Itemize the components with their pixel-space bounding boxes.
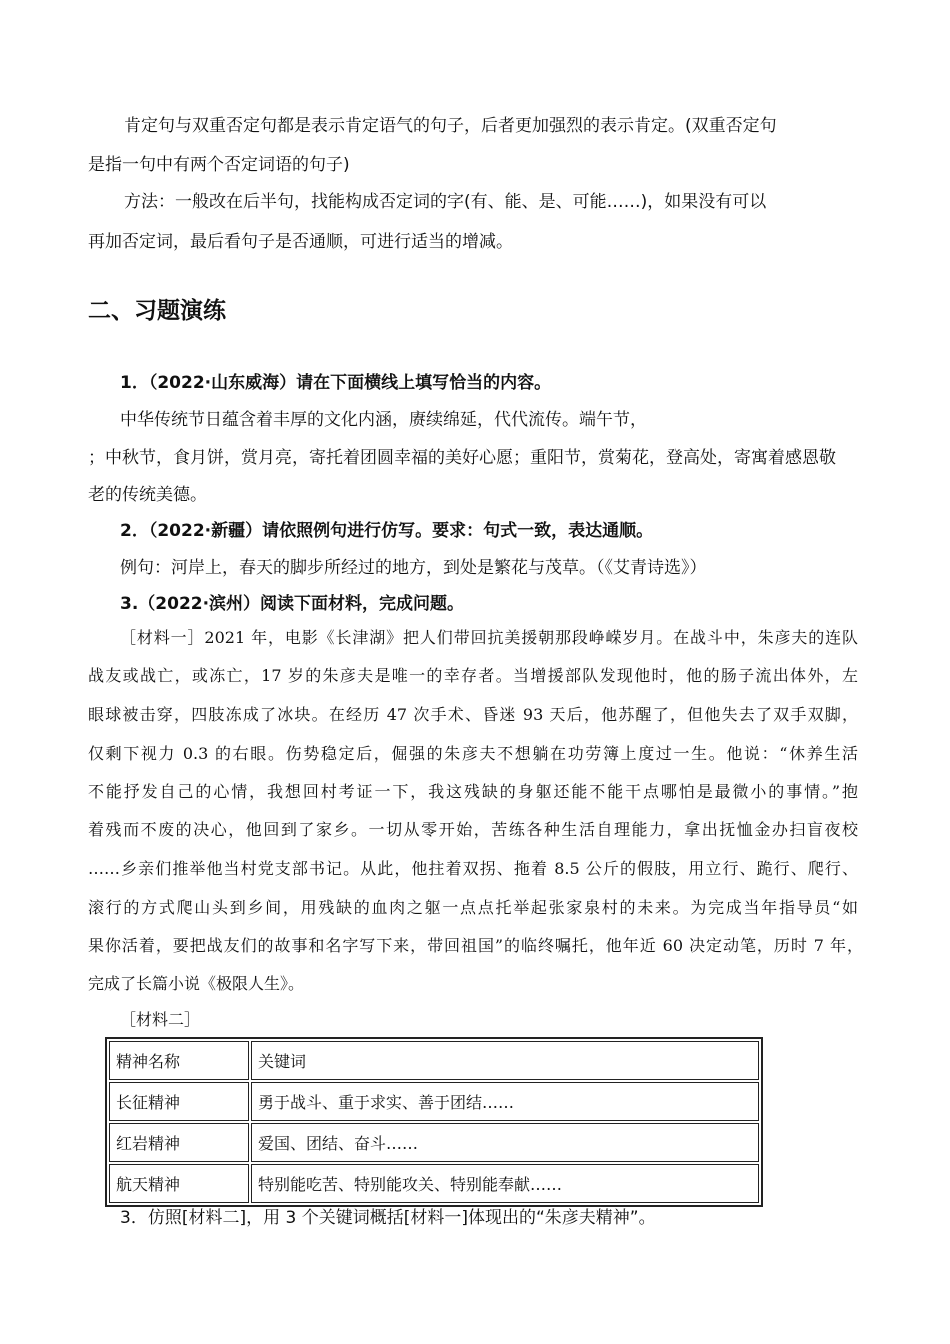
section-title: 二、习题演练 (88, 298, 226, 324)
question-3-title: 3.（2022·滨州）阅读下面材料，完成问题。 (120, 594, 465, 614)
table-cell: 勇于战斗、重于求实、善于团结…… (251, 1082, 759, 1121)
material-1-line: 仅剩下视力 0.3 的右眼。伤势稳定后，倔强的朱彦夫不想躺在功劳簿上度过一生。他说：“休养生活 (88, 744, 858, 763)
spirit-table (105, 1037, 763, 1207)
question-1-line-1: 中华传统节日蕴含着丰厚的文化内涵，赓续绵延，代代流传。端午节， (120, 410, 647, 430)
question-2-title: 2．（2022·新疆）请依照例句进行仿写。要求：句式一致，表达通顺。 (120, 521, 654, 541)
table-row (109, 1123, 759, 1162)
table-cell: 爱国、团结、奋斗…… (251, 1123, 759, 1162)
table-header-row (109, 1041, 759, 1080)
table-header-cell: 精神名称 (109, 1041, 249, 1080)
table-cell: 特别能吃苦、特别能攻关、特别能奉献…… (251, 1164, 759, 1203)
method-line-1: 方法：一般改在后半句，找能构成否定词的字(有、能、是、可能……)，如果没有可以 (124, 192, 767, 212)
material-1-line: 战友或战亡，或冻亡，17 岁的朱彦夫是唯一的幸存者。当增援部队发现他时，他的肠子流出体外，左 (88, 666, 858, 685)
material-1-line: 不能抒发自己的心情，我想回村考证一下，我这残缺的身躯还能不能干点哪怕是最微小的事情。”抱 (88, 782, 858, 801)
material-1-line: ［材料一］2021 年，电影《长津湖》把人们带回抗美援朝那段峥嵘岁月。在战斗中，朱彦夫的连队 (120, 628, 858, 647)
table-header-cell: 关键词 (251, 1041, 759, 1080)
intro-line-2: 是指一句中有两个否定词语的句子) (88, 155, 350, 175)
table-cell: 长征精神 (109, 1082, 249, 1121)
table-row (109, 1082, 759, 1121)
material-1-line: ……乡亲们推举他当村党支部书记。从此，他拄着双拐、拖着 8.5 公斤的假肢，用立行、跪行、爬行、 (88, 859, 858, 878)
table-cell: 航天精神 (109, 1164, 249, 1203)
table-cell: 红岩精神 (109, 1123, 249, 1162)
material-1-line: 果你活着，要把战友们的故事和名字写下来，带回祖国”的临终嘱托，他年近 60 决定动笔，历时 7 年， (88, 936, 863, 955)
material-1-line: 眼球被击穿，四肢冻成了冰块。在经历 47 次手术、昏迷 93 天后，他苏醒了，但他失去了双手双脚， (88, 705, 858, 724)
method-line-2: 再加否定词，最后看句子是否通顺，可进行适当的增减。 (88, 232, 513, 252)
material-1-line: 滚行的方式爬山头到乡间，用残缺的血肉之躯一点点托举起张家泉村的未来。为完成当年指导员“如 (88, 898, 858, 917)
question-1-title: 1．（2022·山东威海）请在下面横线上填写恰当的内容。 (120, 373, 552, 393)
question-3-subquestion: 3．仿照[材料二]，用 3 个关键词概括[材料一]体现出的“朱彦夫精神”。 (120, 1208, 656, 1228)
material-1-line: 着残而不废的决心，他回到了家乡。一切从零开始，苦练各种生活自理能力，拿出抚恤金办扫盲夜校 (88, 820, 858, 839)
table-row (109, 1164, 759, 1203)
question-2-example: 例句：河岸上，春天的脚步所经过的地方，到处是繁花与茂草。（《艾青诗选》） (120, 558, 707, 578)
question-1-line-2: ；中秋节，食月饼，赏月亮，寄托着团圆幸福的美好心愿；重阳节，赏菊花，登高处，寄寓着感恩敬 (88, 448, 836, 468)
material-2-label: ［材料二］ (120, 1010, 201, 1029)
material-1-line: 完成了长篇小说《极限人生》。 (88, 974, 305, 993)
intro-line-1: 肯定句与双重否定句都是表示肯定语气的句子，后者更加强烈的表示肯定。(双重否定句 (124, 116, 777, 136)
question-1-line-3: 老的传统美德。 (88, 485, 207, 505)
